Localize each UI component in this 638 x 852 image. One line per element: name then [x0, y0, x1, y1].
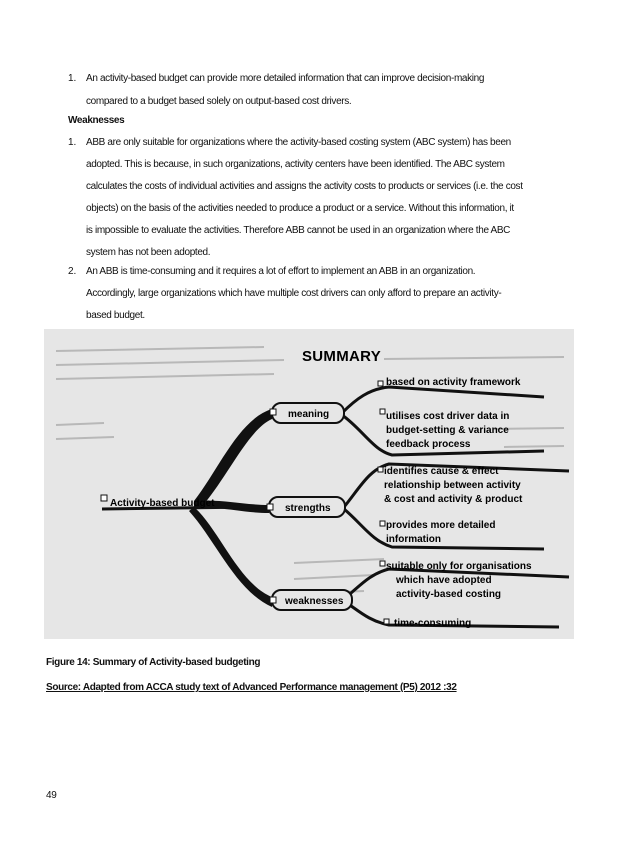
- node-marker: [380, 409, 385, 414]
- text-line: calculates the costs of individual activities and assigns the activity costs to products or services (i.e. the cost: [86, 181, 523, 192]
- leaf-text: relationship between activity: [384, 480, 521, 491]
- leaf-text: information: [386, 534, 441, 545]
- leaf-text: utilises cost driver data in: [386, 411, 510, 422]
- text-line: ABB are only suitable for organizations where the activity-based costing system (ABC system) has been: [86, 137, 511, 148]
- branch-connector: [194, 409, 272, 504]
- list-number: 2.: [68, 266, 77, 277]
- node-marker: [270, 597, 276, 603]
- leaf-text: feedback process: [386, 439, 471, 450]
- node-marker: [267, 504, 273, 510]
- list-number: 1.: [68, 73, 77, 84]
- leaf-text: activity-based costing: [396, 589, 502, 600]
- leaf-text: provides more detailed: [386, 520, 496, 531]
- branch-strengths: strengths: [285, 503, 331, 514]
- mind-map: [44, 329, 574, 639]
- summary-mind-map-figure: [44, 329, 574, 639]
- branch-connector: [189, 507, 272, 607]
- text-line: based budget.: [86, 310, 145, 321]
- text-line: An ABB is time-consuming and it requires a lot of effort to implement an ABB in an organization.: [86, 266, 476, 277]
- text-line: Accordingly, large organizations which have multiple cost drivers can only afford to prepare an activity-: [86, 288, 502, 299]
- node-marker: [270, 409, 276, 415]
- node-marker: [384, 619, 389, 624]
- weaknesses-heading: Weaknesses: [68, 115, 125, 126]
- leaf-connector: [342, 387, 544, 413]
- figure-caption: Figure 14: Summary of Activity-based budgeting: [46, 657, 261, 668]
- text-line: is impossible to evaluate the activities. Therefore ABB cannot be used in an organization where the ABC: [86, 225, 511, 236]
- leaf-text: time-consuming: [394, 618, 472, 629]
- node-marker: [378, 381, 383, 386]
- leaf-text: identifies cause & effect: [384, 466, 499, 477]
- branch-weaknesses: weaknesses: [285, 596, 344, 607]
- text-line: compared to a budget based solely on output-based cost drivers.: [86, 96, 352, 107]
- root-node: Activity-based budget: [110, 498, 215, 509]
- figure-source: Source: Adapted from ACCA study text of Advanced Performance management (P5) 2012 :32: [46, 682, 457, 693]
- summary-title: SUMMARY: [302, 348, 382, 365]
- list-number: 1.: [68, 137, 77, 148]
- leaf-text: budget-setting & variance: [386, 425, 509, 436]
- text-line: system has not been adopted.: [86, 247, 211, 258]
- node-marker: [378, 467, 383, 472]
- leaf-text: based on activity framework: [386, 377, 521, 388]
- text-line: adopted. This is because, in such organizations, activity centers have been identified. The ABC system: [86, 159, 505, 170]
- leaf-text: & cost and activity & product: [384, 494, 523, 505]
- node-marker: [380, 521, 385, 526]
- node-marker: [380, 561, 385, 566]
- text-line: objects) on the basis of the activities needed to produce a product or a service. Without this information, it: [86, 203, 514, 214]
- leaf-text: suitable only for organisations: [386, 561, 532, 572]
- branch-meaning: meaning: [288, 409, 330, 420]
- page-number: 49: [46, 790, 57, 801]
- leaf-text: which have adopted: [396, 575, 492, 586]
- text-line: An activity-based budget can provide more detailed information that can improve decision-making: [86, 73, 485, 84]
- node-marker: [101, 495, 107, 501]
